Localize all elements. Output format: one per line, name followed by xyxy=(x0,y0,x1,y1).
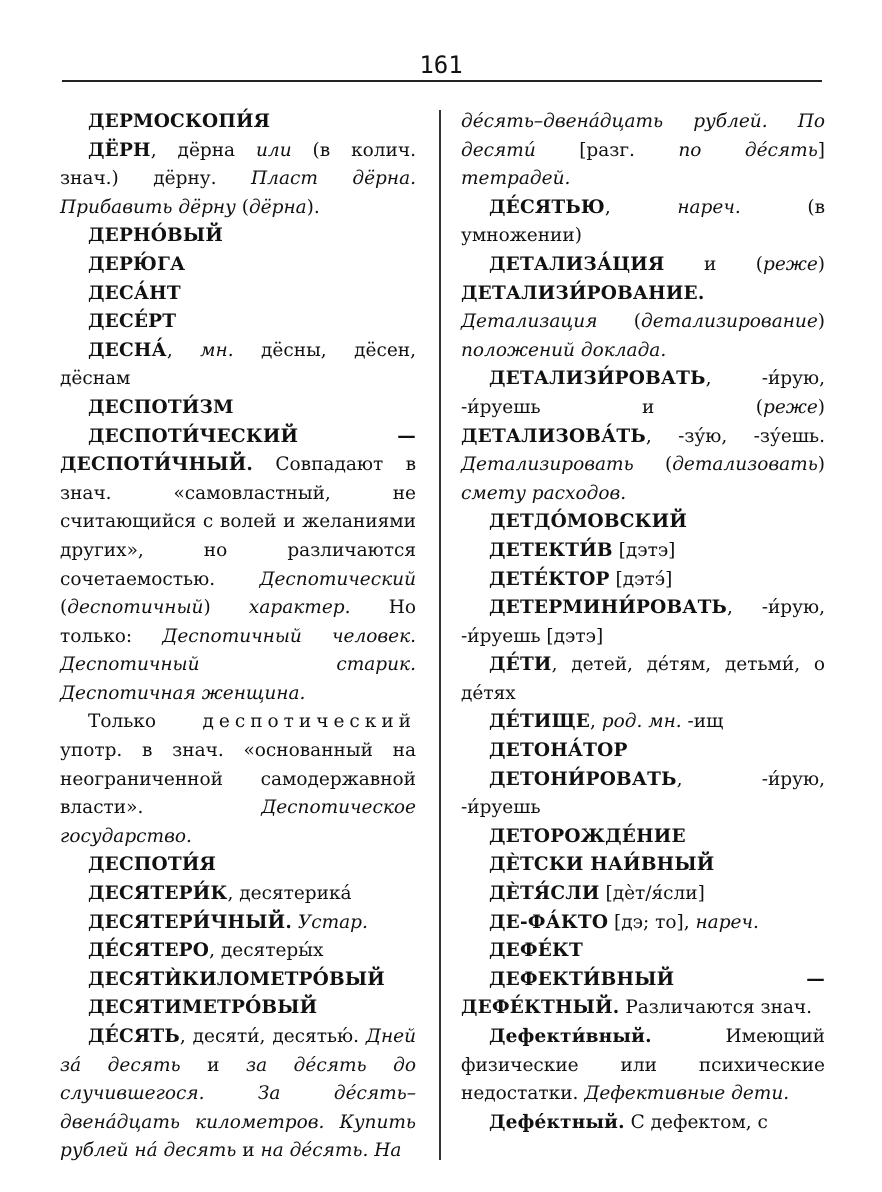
headword: ДЕСЯТЕРИ́ЧНЫЙ. xyxy=(88,911,292,933)
entry-example: характер. xyxy=(248,597,351,619)
entry xyxy=(461,851,825,880)
entry xyxy=(60,994,416,1023)
headword: ДЕТЕРМИНИ́РОВАТЬ xyxy=(489,597,728,619)
entry-text: [дэтэ́] xyxy=(609,568,673,590)
entry xyxy=(60,966,416,995)
entry-text: , десятеры́х xyxy=(209,940,324,962)
entry-example: Деспотический xyxy=(259,568,416,590)
entry-italic: род. мн. xyxy=(601,711,682,733)
entry-text: и xyxy=(180,1054,247,1076)
entry xyxy=(60,909,416,938)
right-column xyxy=(461,108,825,1137)
headword: ДЕТЕКТИ́В xyxy=(489,539,613,561)
entry-example: Дефективные дети. xyxy=(584,1083,790,1105)
entry-spaced: деспотический xyxy=(202,711,416,733)
entry-text: , -и́рую, -и́руешь и ( xyxy=(461,368,825,418)
entry-text: Но только: xyxy=(60,597,416,647)
entry-text: [дэтэ] xyxy=(612,539,676,561)
headword: ДЕСПОТИ́ЗМ xyxy=(88,396,234,418)
entry xyxy=(60,308,416,337)
entry xyxy=(461,566,825,595)
entry-text: , -зу́ю, -зу́ешь. xyxy=(645,425,825,447)
entry-text: ( xyxy=(597,311,641,333)
entry-text: ( xyxy=(60,597,68,619)
headword: ДЁРН xyxy=(88,139,151,161)
entry-example: Детализировать xyxy=(461,454,634,476)
entry-italic: или xyxy=(256,139,292,161)
entry xyxy=(461,508,825,537)
column-divider xyxy=(439,110,441,1160)
entry-italic: реже xyxy=(763,396,818,418)
entry-text: ( xyxy=(235,196,249,218)
entry-text: [дэ; то], xyxy=(608,911,696,933)
headword: ДЕ́СЯТЕРО xyxy=(88,940,210,962)
entry xyxy=(461,966,825,1023)
entry-example: Дней за́ десять xyxy=(60,1026,416,1076)
headword: ДЕРНО́ВЫЙ xyxy=(88,225,224,247)
entry-example: за де́сять до случившегося. За де́сять–двена́дцать километров. Купить рублей на́ десять xyxy=(60,1054,416,1162)
entry xyxy=(60,880,416,909)
entry xyxy=(60,280,416,309)
headword: ДЕТОНИ́РОВАТЬ xyxy=(489,768,677,790)
entry-text: , -и́рую, -и́руешь [дэтэ] xyxy=(461,597,825,647)
entry xyxy=(60,337,416,394)
headword: ДЕСПОТИ́Я xyxy=(88,854,217,876)
headword: ДЕТАЛИЗА́ЦИЯ xyxy=(489,253,665,275)
entry-text: ] xyxy=(817,139,825,161)
entry-text: , -и́рую, -и́руешь xyxy=(461,768,825,819)
entry xyxy=(60,222,416,251)
headword: ДЕ́СЯТЬЮ xyxy=(489,196,605,218)
entry-example: смету расходов. xyxy=(461,482,627,504)
headword: ДЕТЕ́КТОР xyxy=(489,568,610,590)
entry-example: на де́сять. На xyxy=(260,1140,402,1162)
entry xyxy=(461,737,825,766)
entry xyxy=(461,594,825,651)
entry xyxy=(461,937,825,966)
headword: ДЕСПОТИ́ЧЕСКИЙ — ДЕСПОТИ́ЧНЫЙ. xyxy=(60,425,416,476)
headword: ДЕФЕ́КТ xyxy=(489,940,583,962)
headword: Дефекти́вный. xyxy=(489,1026,652,1047)
entry xyxy=(60,251,416,280)
entry-text: , десятерика́ xyxy=(227,883,352,905)
headword: ДЕСЕ́РТ xyxy=(88,311,177,333)
entry-text: , детей, де́тям, детьми́, о де́тях xyxy=(461,654,825,704)
entry-example: детализирование xyxy=(641,311,818,333)
entry-text: и ( xyxy=(664,253,763,275)
entry xyxy=(60,108,416,137)
headword: ДЕСЯТЍКИЛОМЕТРО́ВЫЙ xyxy=(88,968,385,990)
entry-text: [дѐт/я́сли] xyxy=(599,883,705,905)
entry-text: (в умножении) xyxy=(461,196,825,247)
entry-text: -ищ xyxy=(681,711,724,733)
headword: ДЕТДО́МОВСКИЙ xyxy=(489,511,688,533)
entry xyxy=(60,851,416,880)
entry-example: тетрадей. xyxy=(461,168,571,190)
headword: ДЕСЯТЕРИ́К xyxy=(88,883,228,905)
entry-text: ) xyxy=(817,311,825,333)
entry xyxy=(461,1023,825,1109)
headword: ДЕСЯТИМЕТРО́ВЫЙ xyxy=(88,997,318,1019)
entry-continuation xyxy=(461,108,825,194)
entry xyxy=(60,1023,416,1166)
entry xyxy=(60,137,416,223)
page-number: 161 xyxy=(419,51,463,79)
entry-example: по де́сять xyxy=(678,139,818,161)
entry-text: С дефектом, с xyxy=(624,1111,768,1133)
headword: ДЕТАЛИЗИ́РОВАТЬ xyxy=(489,368,706,390)
entry-example: де́сять–двена́дцать рублей. По десяти́ xyxy=(461,111,825,161)
entry-text: , xyxy=(166,339,201,361)
entry xyxy=(461,365,825,508)
entry-text: ). xyxy=(306,196,320,218)
entry-example: Пласт дёрна. Прибавить дёрну xyxy=(60,168,416,218)
entry xyxy=(60,937,416,966)
entry-text: Только xyxy=(88,711,203,733)
entry xyxy=(461,651,825,708)
left-column xyxy=(60,108,416,1166)
entry xyxy=(60,423,416,709)
entry xyxy=(461,194,825,251)
entry-example: Деспотичный человек. Деспотичный старик. Деспотичная женщина. xyxy=(60,625,417,704)
entry xyxy=(461,766,825,823)
entry-italic: Устар. xyxy=(297,911,368,933)
entry-text: Совпадают в знач. «самовластный, не считающийся с волей и желаниями других», но различаются сочетаемостью. xyxy=(60,454,416,590)
headword: ДЕСНА́ xyxy=(88,339,167,361)
headword: ДЕ́ТИ xyxy=(489,654,552,676)
headword: ДЕТОНА́ТОР xyxy=(489,740,628,762)
headword: ДЕТАЛИЗОВА́ТЬ xyxy=(461,425,646,447)
entry-italic: нареч. xyxy=(677,196,741,218)
headword: Дефе́ктный. xyxy=(489,1111,625,1133)
entry-example: Деспотическое государство. xyxy=(60,797,416,847)
entry-text: , xyxy=(604,196,678,218)
entry-text: , xyxy=(590,711,602,733)
entry-text: ) xyxy=(817,454,825,476)
entry xyxy=(461,1109,825,1138)
headword: ДЀТЯ́СЛИ xyxy=(489,883,600,905)
entry-text: , десяти́, десятью́. xyxy=(179,1026,366,1047)
entry-text: [разг. xyxy=(535,139,679,161)
entry-text: ) xyxy=(817,253,825,275)
entry-italic: реже xyxy=(763,253,818,275)
headword: ДЕРМОСКОПИ́Я xyxy=(88,111,271,132)
headword: ДЕТОРОЖДЕ́НИЕ xyxy=(489,825,686,847)
headword: ДЕРЮ́ГА xyxy=(88,253,186,275)
entry-text: , дёрна xyxy=(150,139,257,161)
entry-example: деспотичный xyxy=(67,597,204,619)
entry-text: ) xyxy=(817,396,825,418)
entry-text: Различаются знач. xyxy=(619,997,813,1019)
entry-example: детализовать xyxy=(672,454,818,476)
headword: ДЕФЕКТИ́ВНЫЙ — ДЕФЕ́КТНЫЙ. xyxy=(461,968,825,1019)
entry-italic: нареч. xyxy=(695,911,759,933)
entry xyxy=(461,880,825,909)
entry-text: (в колич. знач.) дёрну. xyxy=(60,139,416,190)
entry xyxy=(461,708,825,737)
entry xyxy=(60,394,416,423)
headword: ДЕТАЛИЗИ́РОВАНИЕ. xyxy=(461,282,705,304)
entry-text: ) xyxy=(203,597,249,619)
headword: ДЕ́СЯТЬ xyxy=(88,1026,180,1047)
entry-example: Детализация xyxy=(461,311,598,333)
entry-text: и xyxy=(236,1140,261,1162)
entry-example: положений доклада. xyxy=(461,339,667,361)
entry xyxy=(461,823,825,852)
entry xyxy=(461,909,825,938)
headword: ДЕ-ФА́КТО xyxy=(489,911,609,933)
entry-italic: мн. xyxy=(200,339,234,361)
headword: ДЕСА́НТ xyxy=(88,282,181,304)
entry-text: Имеющий физические или психические недостатки. xyxy=(461,1026,825,1105)
entry xyxy=(60,708,416,851)
entry-example: дёрна xyxy=(248,196,307,218)
entry xyxy=(461,251,825,365)
entry-text: употр. в знач. «основанный на неограниченной самодержавной власти». xyxy=(60,740,416,819)
entry-text: ( xyxy=(633,454,673,476)
headword: ДЀТСКИ НАИ́ВНЫЙ xyxy=(489,854,715,876)
headword: ДЕ́ТИЩЕ xyxy=(489,711,591,733)
entry-text: дёсны, дёсен, дёснам xyxy=(60,339,416,390)
entry xyxy=(461,537,825,566)
header-rule xyxy=(62,80,822,82)
